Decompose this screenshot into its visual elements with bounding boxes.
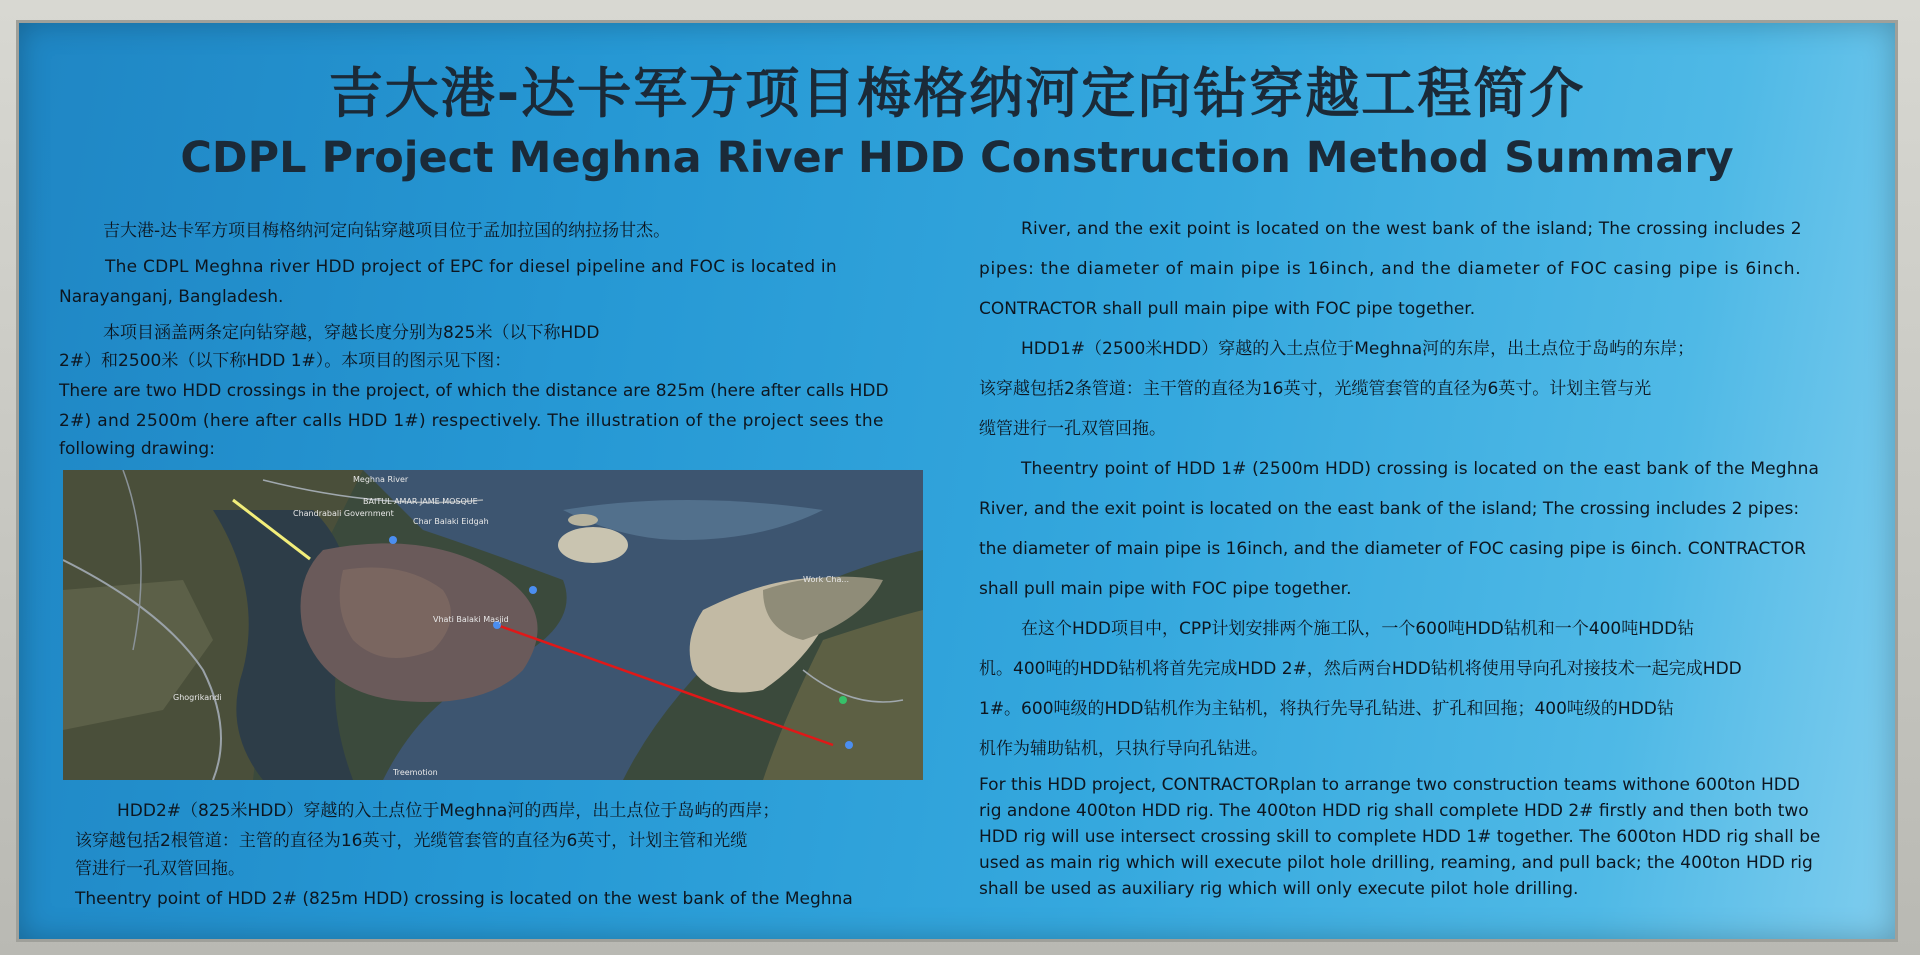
right-paragraph-en-rigs-line4: used as main rig which will execute pilot hole drilling, reaming, and pull back; the 400ton HDD rig [979, 853, 1813, 873]
title-english: CDPL Project Meghna River HDD Construction Method Summary [180, 133, 1734, 183]
right-paragraph-en-rigs-line3: HDD rig will use intersect crossing skill to complete HDD 1# together. The 600ton HDD rig shall be [979, 827, 1821, 847]
svg-text:Ghogrikandi: Ghogrikandi [173, 693, 222, 702]
right-paragraph-en-hdd1-line3: the diameter of main pipe is 16inch, and the diameter of FOC casing pipe is 6inch. CONTRACTOR [979, 539, 1806, 559]
right-paragraph-en-hdd2-line3: pipes: the diameter of main pipe is 16inch, and the diameter of FOC casing pipe is 6inch. [979, 259, 1802, 279]
svg-text:BAITUL AMAR JAME MOSQUE: BAITUL AMAR JAME MOSQUE [363, 497, 478, 506]
left-paragraph-en-location-line1: The CDPL Meghna river HDD project of EPC for diesel pipeline and FOC is located in [105, 257, 837, 277]
right-paragraph-en-hdd2-line4: CONTRACTOR shall pull main pipe with FOC pipe together. [979, 299, 1476, 319]
left-paragraph-cn-location: 吉大港-达卡军方项目梅格纳河定向钻穿越项目位于孟加拉国的纳拉扬甘杰。 [103, 221, 671, 241]
left-paragraph-cn-hdd2-line2: 该穿越包括2根管道：主管的直径为16英寸，光缆管套管的直径为6英寸，计划主管和光缆 [75, 831, 748, 851]
right-paragraph-cn-hdd1-line1: HDD1#（2500米HDD）穿越的入土点位于Meghna河的东岸，出土点位于岛屿的东岸； [1021, 339, 1695, 359]
svg-text:Char Balaki Eidgah: Char Balaki Eidgah [413, 517, 489, 526]
right-paragraph-en-rigs-line2: rig andone 400ton HDD rig. The 400ton HDD rig shall complete HDD 2# firstly and then both two [979, 801, 1809, 821]
left-paragraph-en-location-line2: Narayanganj, Bangladesh. [59, 287, 284, 307]
right-paragraph-cn-rigs-line2: 机。400吨的HDD钻机将首先完成HDD 2#，然后两台HDD钻机将使用导向孔对接技术一起完成HDD [979, 659, 1742, 679]
right-paragraph-cn-rigs-line3: 1#。600吨级的HDD钻机作为主钻机，将执行先导孔钻进、扩孔和回拖；400吨级的HDD钻 [979, 699, 1674, 719]
right-paragraph-cn-rigs-line4: 机作为辅助钻机，只执行导向孔钻进。 [979, 739, 1268, 759]
left-paragraph-en-hdd2-line1: Theentry point of HDD 2# (825m HDD) crossing is located on the west bank of the Meghna [75, 889, 853, 909]
right-paragraph-en-hdd2-line2: River, and the exit point is located on the west bank of the island; The crossing includes 2 [1021, 219, 1802, 239]
svg-text:Chandrabali Government: Chandrabali Government [293, 509, 394, 518]
right-paragraph-en-hdd1-line1: Theentry point of HDD 1# (2500m HDD) crossing is located on the east bank of the Meghna [1021, 459, 1820, 479]
left-paragraph-cn-crossings-line2: 2#）和2500米（以下称HDD 1#）。本项目的图示见下图： [59, 351, 512, 371]
left-paragraph-en-crossings-line3: following drawing: [59, 439, 215, 459]
svg-text:Meghna River: Meghna River [353, 475, 409, 484]
right-paragraph-cn-hdd1-line3: 缆管进行一孔双管回拖。 [979, 419, 1166, 439]
svg-text:Vhati Balaki Masjid: Vhati Balaki Masjid [433, 615, 509, 624]
right-paragraph-en-hdd1-line4: shall pull main pipe with FOC pipe together. [979, 579, 1352, 599]
right-paragraph-cn-rigs-line1: 在这个HDD项目中，CPP计划安排两个施工队，一个600吨HDD钻机和一个400吨HDD钻 [1021, 619, 1695, 639]
left-paragraph-en-crossings-line1: There are two HDD crossings in the project, of which the distance are 825m (here after calls HDD [59, 381, 889, 401]
left-paragraph-cn-hdd2-line3: 管进行一孔双管回拖。 [75, 859, 245, 879]
title-chinese: 吉大港-达卡军方项目梅格纳河定向钻穿越工程简介 [328, 62, 1586, 125]
right-paragraph-en-rigs-line1: For this HDD project, CONTRACTORplan to arrange two construction teams withone 600ton HDD [979, 775, 1800, 795]
right-paragraph-en-hdd1-line2: River, and the exit point is located on the east bank of the island; The crossing includes 2 pipes: [979, 499, 1800, 519]
left-paragraph-cn-hdd2-line1: HDD2#（825米HDD）穿越的入土点位于Meghna河的西岸，出土点位于岛屿的西岸； [117, 801, 780, 821]
right-paragraph-en-rigs-line5: shall be used as auxiliary rig which will only execute pilot hole drilling. [979, 879, 1579, 899]
left-paragraph-en-crossings-line2: 2#) and 2500m (here after calls HDD 1#) respectively. The illustration of the project sees the [59, 411, 884, 431]
satellite-map-image [63, 470, 923, 780]
svg-text:Treemotion: Treemotion [393, 768, 438, 777]
left-paragraph-cn-crossings-line1: 本项目涵盖两条定向钻穿越，穿越长度分别为825米（以下称HDD [103, 323, 600, 343]
svg-text:Work Cha...: Work Cha... [803, 575, 849, 584]
signboard-panel [16, 20, 1898, 942]
right-paragraph-cn-hdd1-line2: 该穿越包括2条管道：主干管的直径为16英寸，光缆管套管的直径为6英寸。计划主管与光 [979, 379, 1652, 399]
